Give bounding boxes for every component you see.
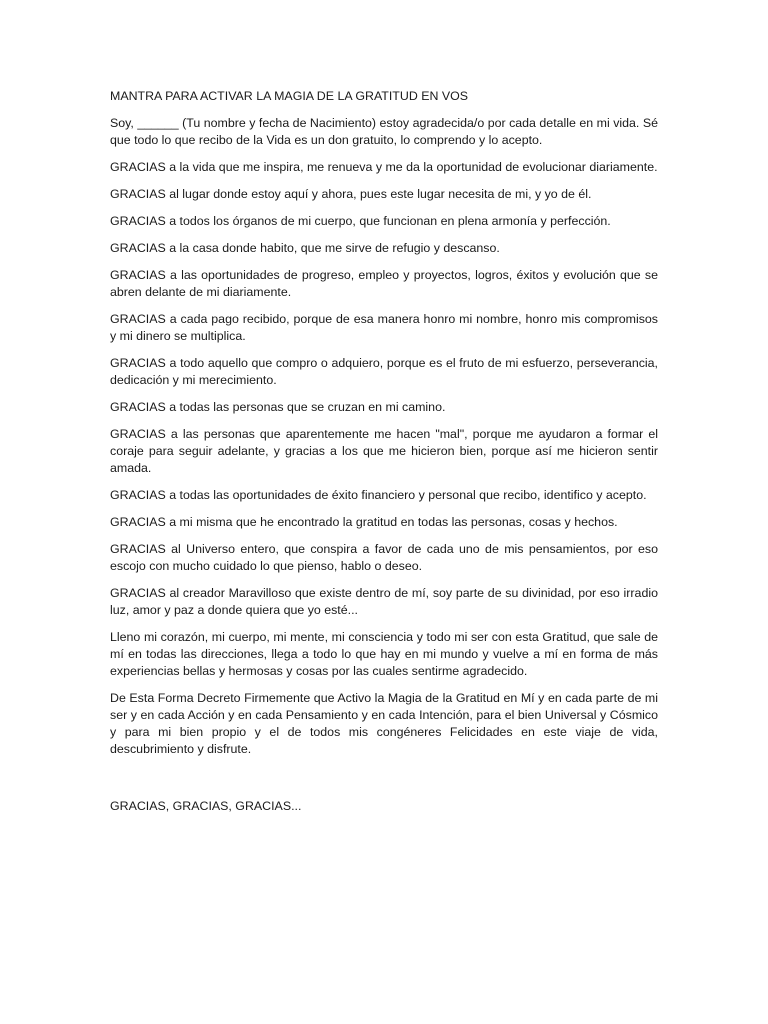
paragraph-mi-misma: GRACIAS a mi misma que he encontrado la gratitud en todas las personas, cosas y hechos.: [110, 515, 618, 529]
paragraph-corazon: Lleno mi corazón, mi cuerpo, mi mente, mi consciencia y todo mi ser con esta Gratitud, que sale de mí en todas las direcciones, llega a todo lo que hay en mi mundo y vuelve a mí en forma de más experiencias bellas y hermosas y cosas por las cuales sentirme agradecido.: [110, 630, 658, 678]
closing-line: GRACIAS, GRACIAS, GRACIAS...: [110, 799, 302, 813]
paragraph-personas-camino: GRACIAS a todas las personas que se cruzan en mi camino.: [110, 400, 446, 414]
paragraph-vida: GRACIAS a la vida que me inspira, me renueva y me da la oportunidad de evolucionar diariamente.: [110, 160, 658, 174]
document-body: [110, 88, 658, 825]
paragraph-oportunidades: GRACIAS a las oportunidades de progreso, empleo y proyectos, logros, éxitos y evolución que se abren delante de mi diariamente.: [110, 268, 658, 299]
paragraph-exito: GRACIAS a todas las oportunidades de éxito financiero y personal que recibo, identifico y acepto.: [110, 488, 647, 502]
paragraph-personas-mal: GRACIAS a las personas que aparentemente me hacen "mal", porque me ayudaron a formar el coraje para seguir adelante, y gracias a los que me hicieron bien, porque así me hicieron sentir amada.: [110, 427, 658, 475]
paragraph-organos: GRACIAS a todos los órganos de mi cuerpo, que funcionan en plena armonía y perfección.: [110, 214, 611, 228]
paragraph-casa: GRACIAS a la casa donde habito, que me sirve de refugio y descanso.: [110, 241, 500, 255]
paragraph-decreto: De Esta Forma Decreto Firmemente que Activo la Magia de la Gratitud en Mí y en cada parte de mi ser y en cada Acción y en cada Pensamiento y en cada Intención, para el bien Universal y Cósmico y para mi bien propio y el de todos mis congéneres Felicidades en este viaje de vida, descubrimiento y disfrute.: [110, 691, 658, 756]
paragraph-compro: GRACIAS a todo aquello que compro o adquiero, porque es el fruto de mi esfuerzo, perseverancia, dedicación y mi merecimiento.: [110, 356, 658, 387]
paragraph-intro: Soy, ______ (Tu nombre y fecha de Nacimiento) estoy agradecida/o por cada detalle en mi vida. Sé que todo lo que recibo de la Vida es un don gratuito, lo comprendo y lo acepto.: [110, 116, 658, 147]
paragraph-creador: GRACIAS al creador Maravilloso que existe dentro de mí, soy parte de su divinidad, por eso irradio luz, amor y paz a donde quiera que yo esté...: [110, 586, 658, 617]
paragraph-pago: GRACIAS a cada pago recibido, porque de esa manera honro mi nombre, honro mis compromisos y mi dinero se multiplica.: [110, 312, 658, 343]
document-title: MANTRA PARA ACTIVAR LA MAGIA DE LA GRATITUD EN VOS: [110, 89, 469, 103]
paragraph-lugar: GRACIAS al lugar donde estoy aquí y ahora, pues este lugar necesita de mi, y yo de él.: [110, 187, 592, 201]
paragraph-universo: GRACIAS al Universo entero, que conspira a favor de cada uno de mis pensamientos, por eso escojo con mucho cuidado lo que pienso, hablo o deseo.: [110, 542, 658, 573]
